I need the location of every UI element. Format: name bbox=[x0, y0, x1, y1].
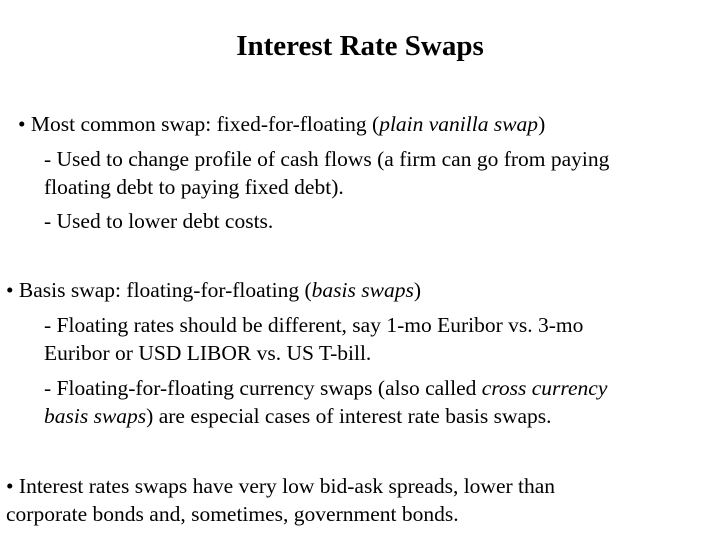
bullet-2-sub-2-line-1 bbox=[44, 374, 607, 402]
bullet-1-sub-2: - Used to lower debt costs. bbox=[44, 209, 274, 233]
bullet-2-text-end: ) bbox=[413, 278, 421, 302]
bullet-2-sub-1-line-2: Euribor or USD LIBOR vs. US T-bill. bbox=[44, 341, 372, 365]
bullet-marker: • bbox=[6, 474, 14, 498]
bullet-2-sub-2-text-end: ) are especial cases of interest rate basis swaps. bbox=[146, 404, 552, 428]
bullet-1 bbox=[18, 110, 545, 138]
bullet-2-italic-term: basis swaps bbox=[311, 278, 414, 302]
bullet-2-sub-2-italic-term-cont: basis swaps bbox=[44, 404, 147, 428]
slide-title: Interest Rate Swaps bbox=[236, 30, 484, 62]
bullet-2-sub-2-text: - Floating-for-floating currency swaps (also called bbox=[44, 376, 482, 400]
bullet-1-sub-1-line-2: floating debt to paying fixed debt). bbox=[44, 175, 344, 199]
bullet-2-text: Basis swap: floating-for-floating ( bbox=[18, 278, 312, 302]
bullet-marker: • bbox=[6, 278, 14, 302]
bullet-1-sub-1-line-1: - Used to change profile of cash flows (a firm can go from paying bbox=[44, 147, 610, 171]
bullet-2-sub-1-line-1: - Floating rates should be different, say 1-mo Euribor vs. 3-mo bbox=[44, 313, 584, 337]
bullet-2-sub-2-line-2 bbox=[44, 402, 552, 430]
bullet-1-italic-term: plain vanilla swap bbox=[379, 112, 539, 136]
bullet-1-text: Most common swap: fixed-for-floating ( bbox=[30, 112, 380, 136]
bullet-3-text: Interest rates swaps have very low bid-ask spreads, lower than bbox=[18, 474, 556, 498]
bullet-3-line-2: corporate bonds and, sometimes, government bonds. bbox=[6, 502, 459, 526]
bullet-2 bbox=[6, 276, 421, 304]
bullet-1-text-end: ) bbox=[538, 112, 546, 136]
bullet-3-line-1 bbox=[6, 472, 555, 500]
bullet-2-sub-2-italic-term: cross currency bbox=[481, 376, 608, 400]
bullet-marker: • bbox=[18, 112, 26, 136]
